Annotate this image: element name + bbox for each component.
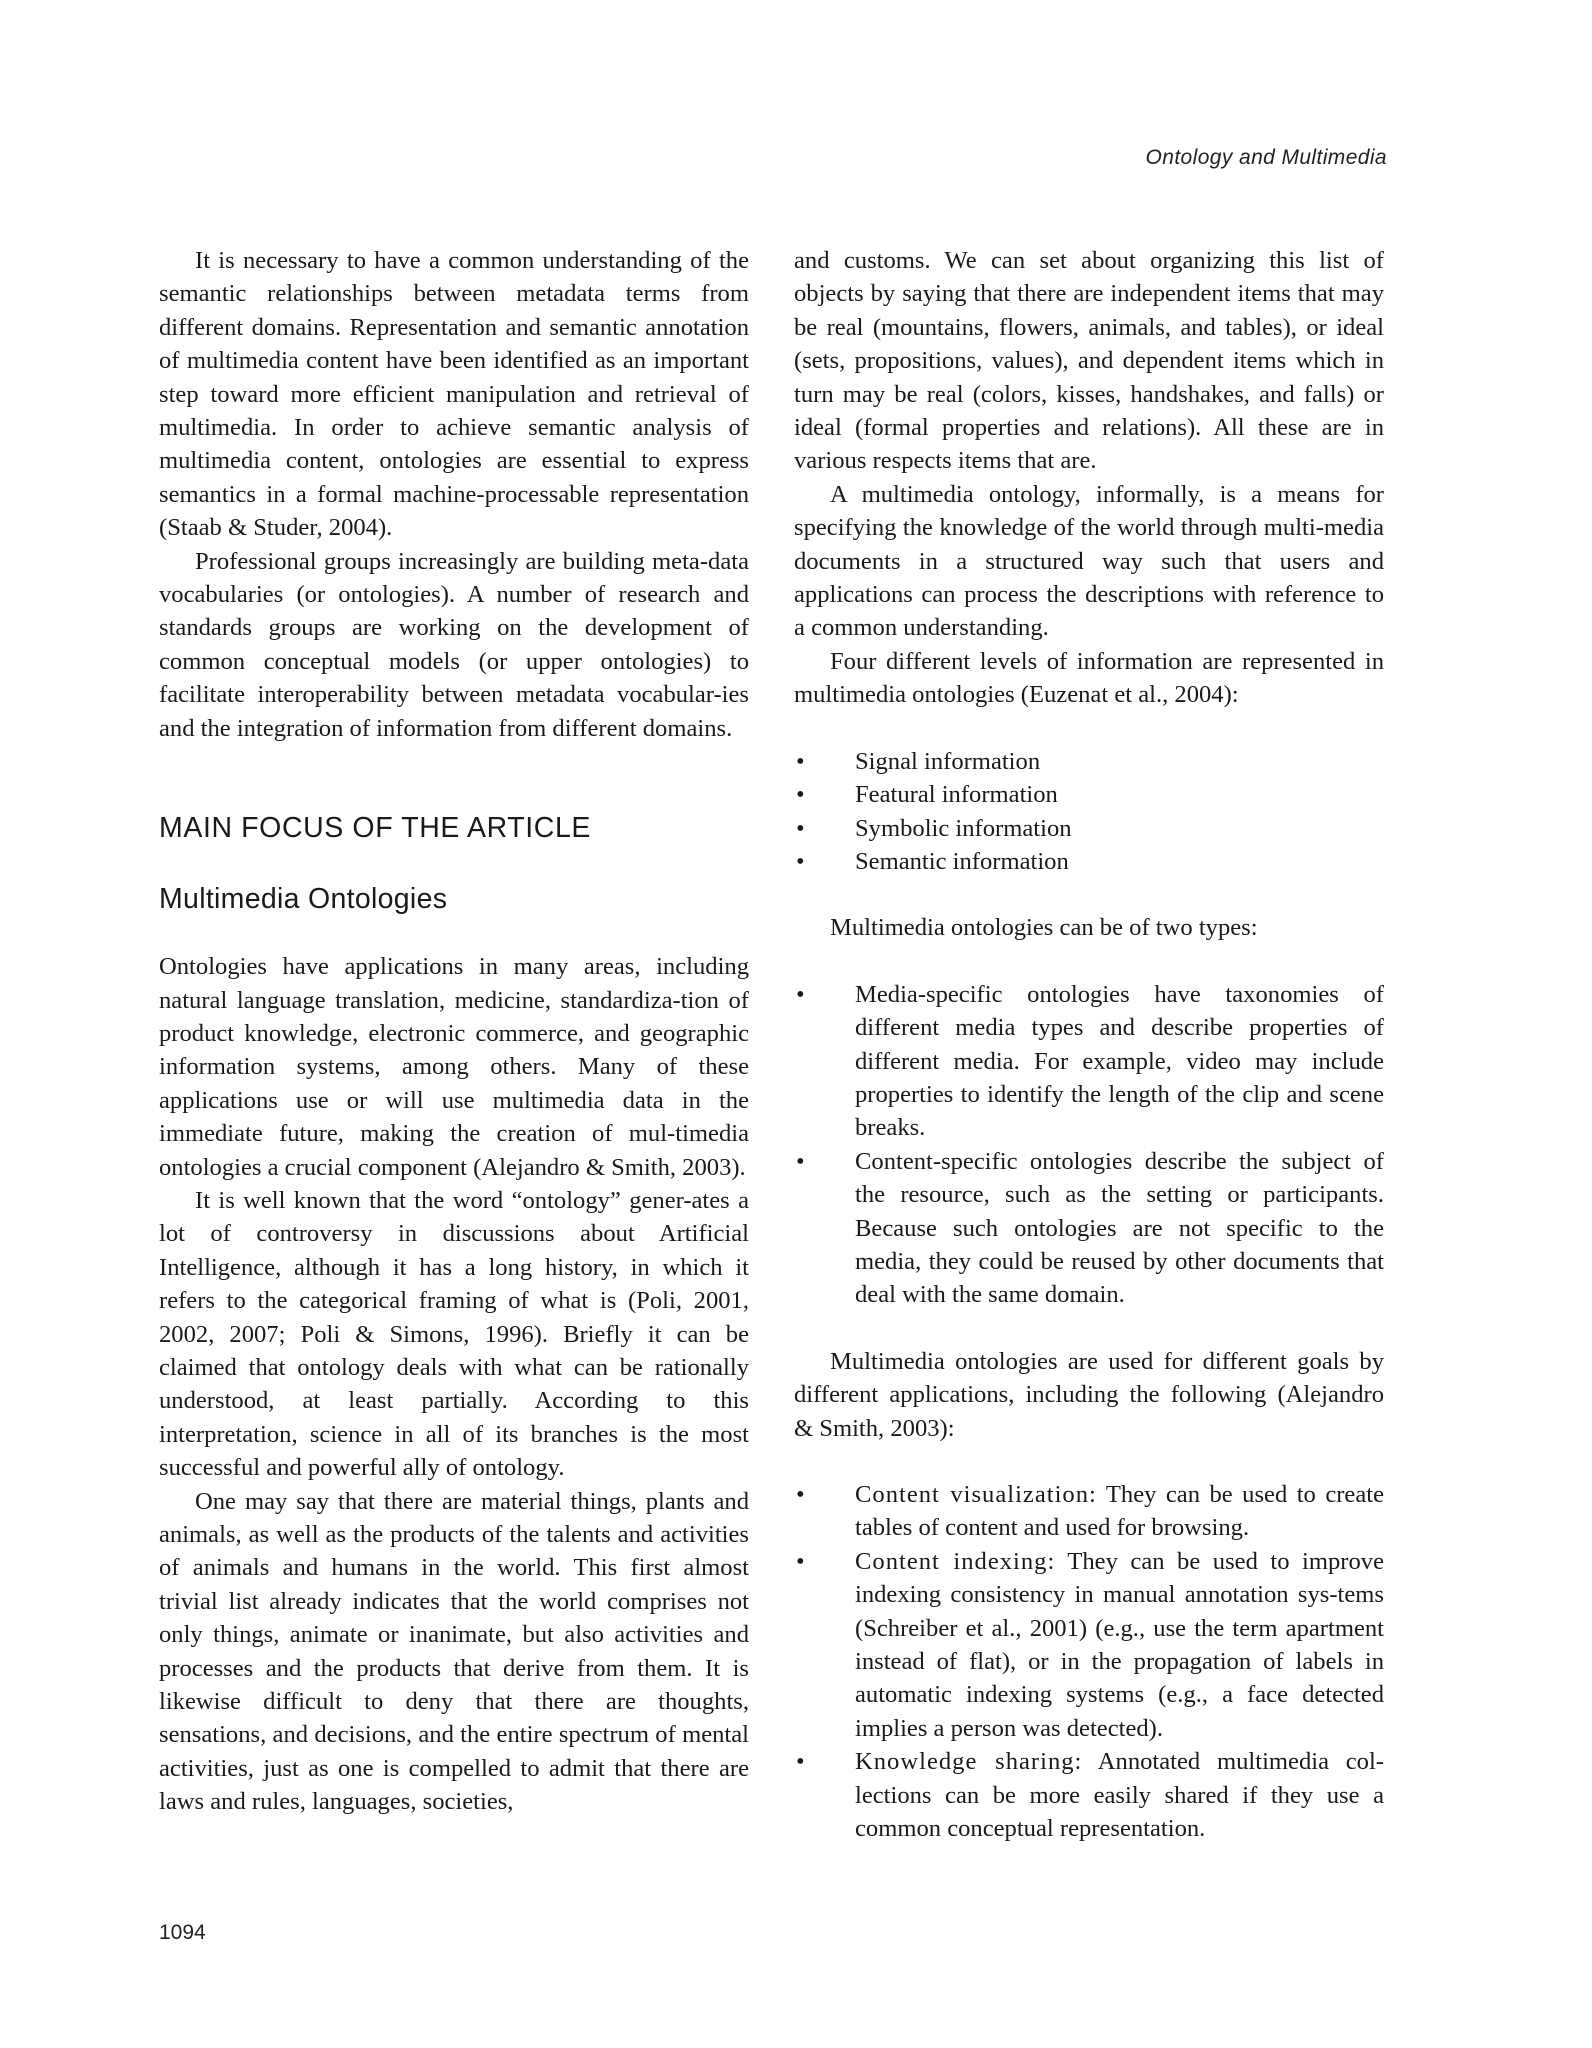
list-item-term: Knowledge sharing:: [855, 1748, 1083, 1776]
subsection-heading: Multimedia Ontologies: [159, 883, 448, 916]
section-heading: MAIN FOCUS OF THE ARTICLE: [159, 812, 592, 845]
list-item: [794, 845, 1384, 878]
bullet-icon: •: [796, 980, 805, 1008]
paragraph: Professional groups increasingly are building meta-data vocabularies (or ontologies). A number of research and standards groups are working on the development of common conceptual models (or upper ontologies) to facilitate interoperability between metadata vocabular-ies and the integration of information from different domains.: [159, 547, 749, 742]
information-levels-list: [794, 745, 1384, 879]
right-column: [794, 244, 1384, 1845]
paragraph: Ontologies have applications in many areas, including natural language translation, medicine, standardiza-tion of product knowledge, electronic commerce, and geographic information systems, among others. Many of these applications use or will use multimedia data in the immediate future, making the creation of mul-timedia ontologies a crucial component (Alejandro & Smith, 2003).: [159, 953, 749, 1181]
page-number: 1094: [159, 1921, 206, 1944]
list-item: [794, 745, 1384, 778]
list-item: [794, 812, 1384, 845]
paragraph: It is well known that the word “ontology” gener-ates a lot of controversy in discussions about Artificial Intelligence, although it has a long history, in which it refers to the categorical framing of what is (Poli, 2001, 2002, 2007; Poli & Simons, 1996). Briefly it can be claimed that ontology deals with what can be rationally understood, at least partially. According to this interpretation, science in all of its branches is the most successful and powerful ally of ontology.: [159, 1186, 749, 1482]
list-item: [794, 1745, 1384, 1845]
bullet-icon: •: [796, 847, 805, 875]
list-item-term: Content visualization:: [855, 1481, 1097, 1508]
left-column: [159, 244, 749, 1819]
list-item-text: Annotated multimedia col-lections can be more easily shared if they use a common conceptual representation.: [855, 1748, 1384, 1843]
bullet-icon: •: [796, 1547, 805, 1575]
list-item: [794, 1145, 1384, 1312]
bullet-icon: •: [796, 781, 805, 809]
list-item: [794, 1478, 1384, 1545]
paragraph: A multimedia ontology, informally, is a means for specifying the knowledge of the world through multi-media documents in a structured way such that users and applications can process the descriptions with reference to a common understanding.: [794, 480, 1384, 642]
list-item-text: They can be used to create tables of content and used for browsing.: [855, 1481, 1385, 1542]
bullet-icon: •: [796, 1147, 805, 1175]
paragraph: Multimedia ontologies can be of two types:: [830, 914, 1258, 942]
list-item: [794, 778, 1384, 811]
running-header: Ontology and Multimedia: [1145, 146, 1387, 169]
paragraph: Four different levels of information are represented in multimedia ontologies (Euzenat et al., 2004):: [794, 647, 1384, 709]
bullet-icon: •: [796, 1481, 805, 1508]
list-item-text: Semantic information: [855, 847, 1069, 875]
paragraph: One may say that there are material things, plants and animals, as well as the products of the talents and activities of animals and humans in the world. This first almost trivial list already indicates that the world comprises not only things, animate or inanimate, but also activities and processes and the products that derive from them. It is likewise difficult to deny that there are thoughts, sensations, and decisions, and the entire spectrum of mental activities, just as one is compelled to admit that there are laws and rules, languages, societies,: [159, 1487, 749, 1816]
paragraph: Multimedia ontologies are used for different goals by different applications, including the following (Alejandro & Smith, 2003):: [794, 1347, 1384, 1442]
list-item: [794, 1545, 1384, 1745]
list-item-term: Content indexing:: [855, 1547, 1056, 1575]
paragraph: and customs. We can set about organizing this list of objects by saying that there are independent items that may be real (mountains, flowers, animals, and tables), or ideal (sets, propositions, values), and dependent items which in turn may be real (colors, kisses, handshakes, and falls) or ideal (formal properties and relations). All these are in various respects items that are.: [794, 247, 1384, 475]
bullet-icon: •: [796, 814, 805, 842]
list-item-text: Featural information: [855, 781, 1058, 809]
list-item: [794, 978, 1384, 1145]
list-item-text: Signal information: [855, 747, 1041, 775]
list-item-text: Symbolic information: [855, 814, 1072, 842]
paragraph: It is necessary to have a common understanding of the semantic relationships between metadata terms from different domains. Representation and semantic annotation of multimedia content have been identified as an important step toward more efficient manipulation and retrieval of multimedia. In order to achieve semantic analysis of multimedia content, ontologies are essential to express semantics in a formal machine-processable representation (Staab & Studer, 2004).: [159, 247, 749, 542]
list-item-text: They can be used to improve indexing consistency in manual annotation sys-tems (Schreiber et al., 2001) (e.g., use the term apartment instead of flat), or in the propagation of labels in automatic indexing systems (e.g., a face detected implies a person was detected).: [855, 1547, 1384, 1742]
list-item-text: Media-specific ontologies have taxonomies of different media types and describe properties of different media. For example, video may include properties to identify the length of the clip and scene breaks.: [855, 980, 1384, 1142]
ontology-types-list: [794, 978, 1384, 1312]
bullet-icon: •: [796, 1748, 805, 1776]
ontology-goals-list: [794, 1478, 1384, 1845]
list-item-text: Content-specific ontologies describe the subject of the resource, such as the setting or participants. Because such ontologies are not specific to the media, they could be reused by other documents that deal with the same domain.: [855, 1147, 1384, 1309]
bullet-icon: •: [796, 747, 805, 775]
